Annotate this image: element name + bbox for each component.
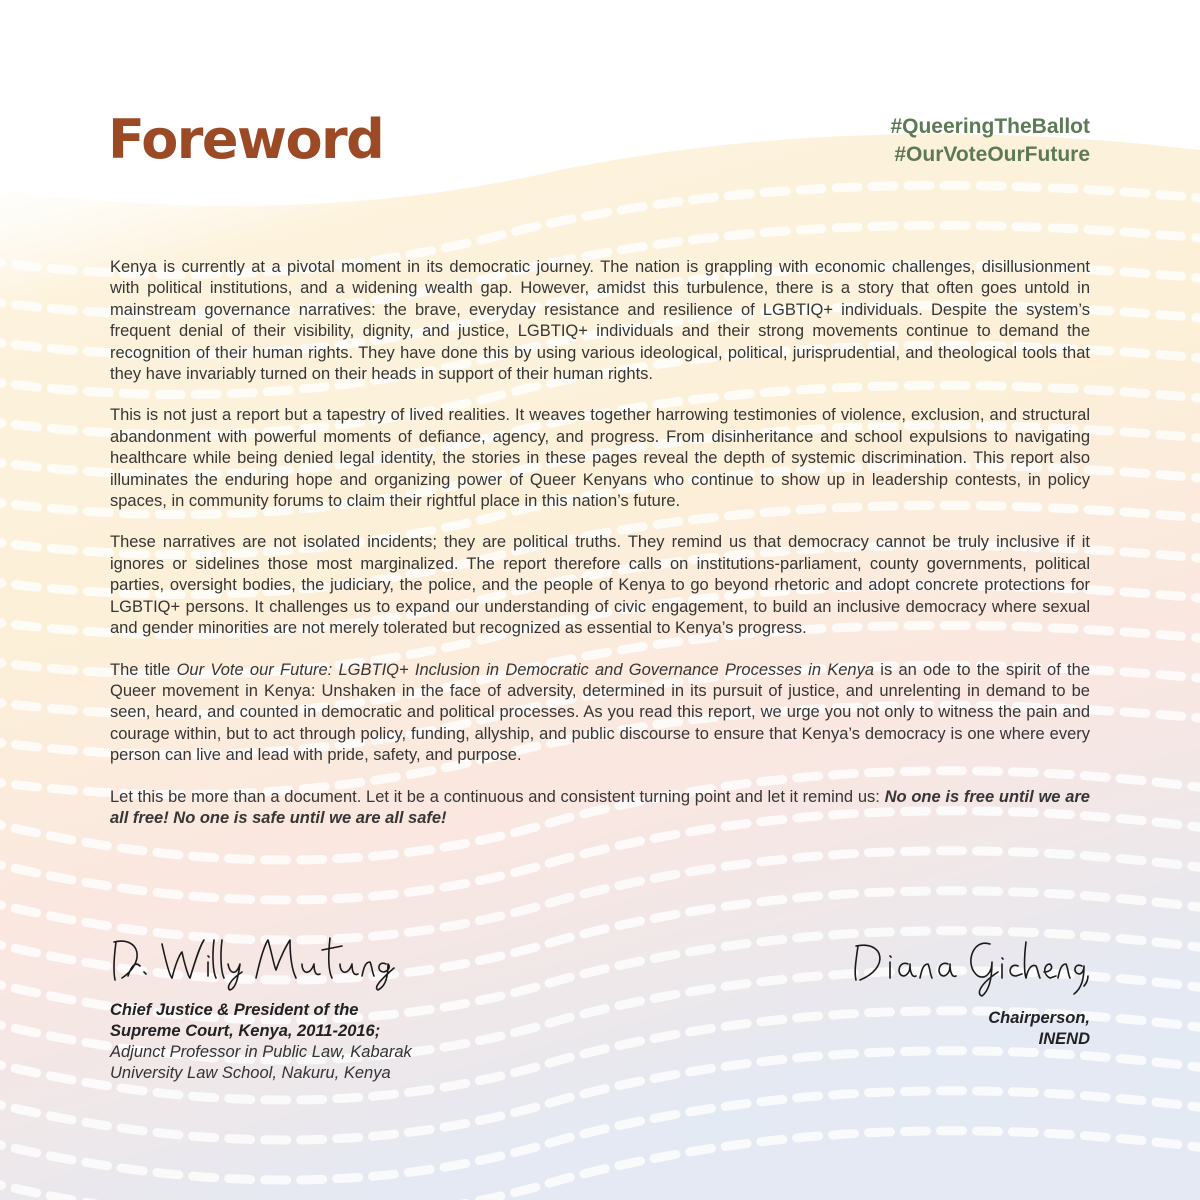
affiliation-line: University Law School, Nakuru, Kenya: [110, 1064, 391, 1082]
signatory-role: [110, 1000, 470, 1042]
report-title-italic: Our Vote our Future: LGBTIQ+ Inclusion in Democratic and Governance Processes in Kenya: [176, 660, 875, 679]
paragraph-text: The title: [110, 660, 177, 679]
paragraph: This is not just a report but a tapestry of lived realities. It weaves together harrowing testimonies of violence, exclusion, and structural abandonment with powerful moments of defiance, agency, and progress. From disinheritance and school expulsions to navigating healthcare while being denied legal identity, the stories in these pages reveal the depth of systemic discrimination. This report also illuminates the enduring hope and organizing power of Queer Kenyans who continue to show up in leadership contests, in policy spaces, in community forums to claim their rightful place in this nation’s future.: [110, 406, 1090, 511]
foreword-body: [110, 257, 1090, 849]
role-line: INEND: [1038, 1030, 1090, 1048]
signatory-gichengo: [790, 932, 1090, 1050]
paragraph: These narratives are not isolated incidents; they are political truths. They remind us that democracy cannot be truly inclusive if it ignores or sidelines those most marginalized. The report therefore calls on institutions-parliament, county governments, political parties, oversight bodies, the judiciary, the police, and the people of Kenya to go beyond rhetoric and adopt concrete protections for LGBTIQ+ persons. It challenges us to expand our understanding of civic engagement, to build an inclusive democracy where sexual and gender minorities are not merely tolerated but recognized as essential to Kenya’s progress.: [110, 533, 1090, 638]
signatory-mutunga: [110, 932, 470, 1084]
hashtag-our-vote-our-future: #OurVoteOurFuture: [894, 143, 1090, 166]
closing-slogan: No one is free until we are all free! No one is safe until we are all safe!: [110, 787, 1090, 827]
paragraph: [110, 660, 1090, 767]
closing-paragraph: [110, 787, 1090, 830]
signatory-role: [790, 1008, 1090, 1050]
signature-diana-gichengo: [850, 932, 1090, 1000]
paragraph-text: is an ode to the spirit of the Queer movement in Kenya: Unshaken in the face of adversity, determined in its pursuit of justice, and unrelenting in demand to be seen, heard, and counted in democratic and political processes. As you read this report, we urge you not only to witness the pain and courage within, but to act through policy, funding, allyship, and public discourse to ensure that Kenya’s democracy is one where every person can live and lead with pride, safety, and purpose.: [110, 660, 1090, 765]
hashtags: [890, 113, 1090, 169]
affiliation-line: Adjunct Professor in Public Law, Kabarak: [110, 1043, 412, 1061]
paragraph-text: Let this be more than a document. Let it be a continuous and consistent turning point and let it remind us:: [110, 787, 885, 806]
role-line: Supreme Court, Kenya, 2011-2016;: [110, 1022, 381, 1040]
paragraph: Kenya is currently at a pivotal moment in its democratic journey. The nation is grappling with economic challenges, disillusionment with political institutions, and a widening wealth gap. However, amidst this turbulence, there is a story that often goes untold in mainstream governance narratives: the brave, everyday resistance and resilience of LGBTIQ+ individuals. Despite the system’s frequent denial of their visibility, dignity, and justice, LGBTIQ+ individuals and their strong movements continue to demand the recognition of their human rights. They have done this by using various ideological, political, jurisprudential, and theological tools that they have invariably turned on their heads in support of their human rights.: [110, 258, 1090, 384]
hashtag-queering-the-ballot: #QueeringTheBallot: [890, 115, 1090, 138]
signature-willy-mutunga: [110, 932, 400, 992]
role-line: Chief Justice & President of the: [110, 1001, 359, 1019]
role-line: Chairperson,: [988, 1009, 1090, 1027]
signatory-affiliation: [110, 1042, 470, 1084]
page-title: Foreword: [108, 108, 384, 171]
